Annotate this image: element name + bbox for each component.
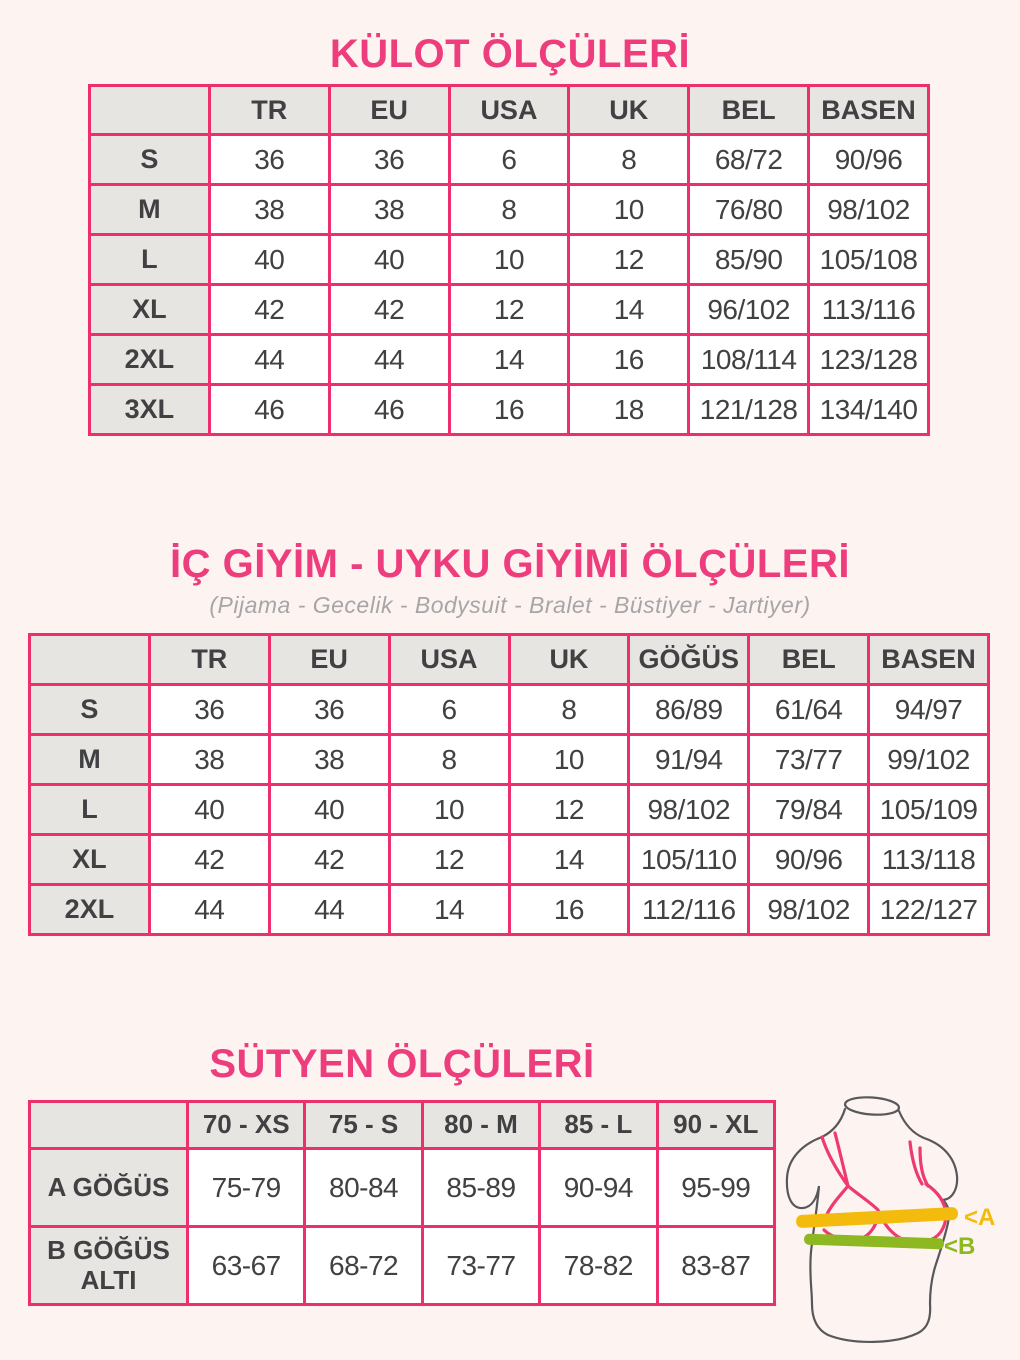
- table-row: [90, 335, 929, 385]
- column-header: TR: [149, 635, 269, 685]
- size-cell: 90/96: [809, 135, 929, 185]
- size-cell: 38: [149, 735, 269, 785]
- size-cell: 14: [389, 885, 509, 935]
- size-cell: 98/102: [809, 185, 929, 235]
- size-cell: 73-77: [422, 1227, 539, 1305]
- size-cell: 6: [449, 135, 569, 185]
- table-row: [30, 1227, 775, 1305]
- size-cell: 10: [449, 235, 569, 285]
- size-cell: 73/77: [749, 735, 869, 785]
- table-row: [30, 785, 989, 835]
- size-cell: 40: [329, 235, 449, 285]
- table-row: [30, 685, 989, 735]
- size-cell: 38: [209, 185, 329, 235]
- row-label: XL: [30, 835, 150, 885]
- header-row: [30, 1102, 775, 1149]
- size-cell: 61/64: [749, 685, 869, 735]
- column-header: 90 - XL: [657, 1102, 774, 1149]
- size-cell: 95-99: [657, 1149, 774, 1227]
- size-cell: 68-72: [305, 1227, 422, 1305]
- table-row: [90, 285, 929, 335]
- table-row: [30, 885, 989, 935]
- size-cell: 76/80: [689, 185, 809, 235]
- table-row: [90, 135, 929, 185]
- table-row: [30, 835, 989, 885]
- size-cell: 94/97: [869, 685, 989, 735]
- row-label: L: [30, 785, 150, 835]
- size-cell: 134/140: [809, 385, 929, 435]
- size-cell: 42: [149, 835, 269, 885]
- size-cell: 86/89: [629, 685, 749, 735]
- size-cell: 85/90: [689, 235, 809, 285]
- size-cell: 14: [449, 335, 569, 385]
- size-cell: 8: [389, 735, 509, 785]
- size-cell: 63-67: [188, 1227, 305, 1305]
- size-cell: 12: [449, 285, 569, 335]
- size-cell: 16: [509, 885, 629, 935]
- size-cell: 90-94: [540, 1149, 657, 1227]
- size-cell: 68/72: [689, 135, 809, 185]
- size-cell: 40: [269, 785, 389, 835]
- bra-measurement-illustration: [778, 1080, 1020, 1352]
- column-header: BEL: [689, 86, 809, 135]
- size-cell: 16: [569, 335, 689, 385]
- size-cell: 108/114: [689, 335, 809, 385]
- table-row: [90, 185, 929, 235]
- size-cell: 44: [269, 885, 389, 935]
- size-cell: 105/108: [809, 235, 929, 285]
- size-cell: 46: [329, 385, 449, 435]
- size-cell: 105/109: [869, 785, 989, 835]
- column-header: BASEN: [809, 86, 929, 135]
- column-header: UK: [569, 86, 689, 135]
- size-cell: 36: [329, 135, 449, 185]
- size-cell: 8: [509, 685, 629, 735]
- row-label: 3XL: [90, 385, 210, 435]
- column-header: GÖĞÜS: [629, 635, 749, 685]
- table-row: [90, 235, 929, 285]
- corner-cell: [30, 1102, 188, 1149]
- size-cell: 90/96: [749, 835, 869, 885]
- size-cell: 42: [209, 285, 329, 335]
- size-cell: 36: [149, 685, 269, 735]
- size-cell: 40: [209, 235, 329, 285]
- size-cell: 14: [509, 835, 629, 885]
- kulot-table-title: KÜLOT ÖLÇÜLERİ: [329, 32, 691, 76]
- size-cell: 12: [389, 835, 509, 885]
- size-cell: 10: [389, 785, 509, 835]
- corner-cell: [90, 86, 210, 135]
- ic-giyim-table-subtitle: (Pijama - Gecelik - Bodysuit - Bralet - Büstiyer - Jartiyer): [209, 592, 811, 618]
- column-header: USA: [449, 86, 569, 135]
- size-cell: 8: [569, 135, 689, 185]
- size-cell: 75-79: [188, 1149, 305, 1227]
- size-cell: 99/102: [869, 735, 989, 785]
- row-label: A GÖĞÜS: [30, 1149, 188, 1227]
- size-cell: 14: [569, 285, 689, 335]
- column-header: 80 - M: [422, 1102, 539, 1149]
- table-row: [90, 385, 929, 435]
- row-label: XL: [90, 285, 210, 335]
- column-header: UK: [509, 635, 629, 685]
- size-cell: 96/102: [689, 285, 809, 335]
- row-label: M: [30, 735, 150, 785]
- header-row: [30, 635, 989, 685]
- size-cell: 42: [329, 285, 449, 335]
- row-label: M: [90, 185, 210, 235]
- header-row: [90, 86, 929, 135]
- size-cell: 40: [149, 785, 269, 835]
- size-cell: 91/94: [629, 735, 749, 785]
- column-header: EU: [269, 635, 389, 685]
- size-cell: 78-82: [540, 1227, 657, 1305]
- size-cell: 12: [569, 235, 689, 285]
- size-cell: 83-87: [657, 1227, 774, 1305]
- column-header: 85 - L: [540, 1102, 657, 1149]
- column-header: BASEN: [869, 635, 989, 685]
- size-cell: 113/116: [809, 285, 929, 335]
- corner-cell: [30, 635, 150, 685]
- size-cell: 121/128: [689, 385, 809, 435]
- table-row: [30, 1149, 775, 1227]
- size-cell: 18: [569, 385, 689, 435]
- size-cell: 44: [329, 335, 449, 385]
- ic-giyim-size-table: [28, 633, 990, 936]
- size-cell: 46: [209, 385, 329, 435]
- size-cell: 112/116: [629, 885, 749, 935]
- ic-giyim-table-title: İÇ GİYİM - UYKU GİYİMİ ÖLÇÜLERİ: [170, 542, 850, 586]
- size-cell: 16: [449, 385, 569, 435]
- column-header: 70 - XS: [188, 1102, 305, 1149]
- size-cell: 44: [209, 335, 329, 385]
- column-header: USA: [389, 635, 509, 685]
- size-cell: 38: [329, 185, 449, 235]
- column-header: TR: [209, 86, 329, 135]
- band-b: [804, 1234, 944, 1250]
- sutyen-size-table: [28, 1100, 776, 1306]
- row-label: S: [90, 135, 210, 185]
- size-cell: 38: [269, 735, 389, 785]
- kulot-size-table: [88, 84, 930, 436]
- size-cell: 98/102: [629, 785, 749, 835]
- size-cell: 105/110: [629, 835, 749, 885]
- column-header: EU: [329, 86, 449, 135]
- column-header: 75 - S: [305, 1102, 422, 1149]
- size-cell: 98/102: [749, 885, 869, 935]
- size-cell: 80-84: [305, 1149, 422, 1227]
- column-header: BEL: [749, 635, 869, 685]
- sutyen-table-title: SÜTYEN ÖLÇÜLERİ: [209, 1042, 595, 1086]
- size-cell: 36: [209, 135, 329, 185]
- size-cell: 12: [509, 785, 629, 835]
- size-cell: 122/127: [869, 885, 989, 935]
- size-cell: 10: [509, 735, 629, 785]
- row-label: S: [30, 685, 150, 735]
- row-label: 2XL: [30, 885, 150, 935]
- size-cell: 85-89: [422, 1149, 539, 1227]
- size-cell: 42: [269, 835, 389, 885]
- band-a-label: <A: [964, 1204, 996, 1231]
- size-cell: 79/84: [749, 785, 869, 835]
- row-label: B GÖĞÜS ALTI: [30, 1227, 188, 1305]
- row-label: L: [90, 235, 210, 285]
- band-b-label: <B: [944, 1233, 976, 1260]
- size-cell: 10: [569, 185, 689, 235]
- size-cell: 44: [149, 885, 269, 935]
- size-cell: 6: [389, 685, 509, 735]
- size-cell: 113/118: [869, 835, 989, 885]
- size-cell: 8: [449, 185, 569, 235]
- row-label: 2XL: [90, 335, 210, 385]
- table-row: [30, 735, 989, 785]
- size-cell: 36: [269, 685, 389, 735]
- size-cell: 123/128: [809, 335, 929, 385]
